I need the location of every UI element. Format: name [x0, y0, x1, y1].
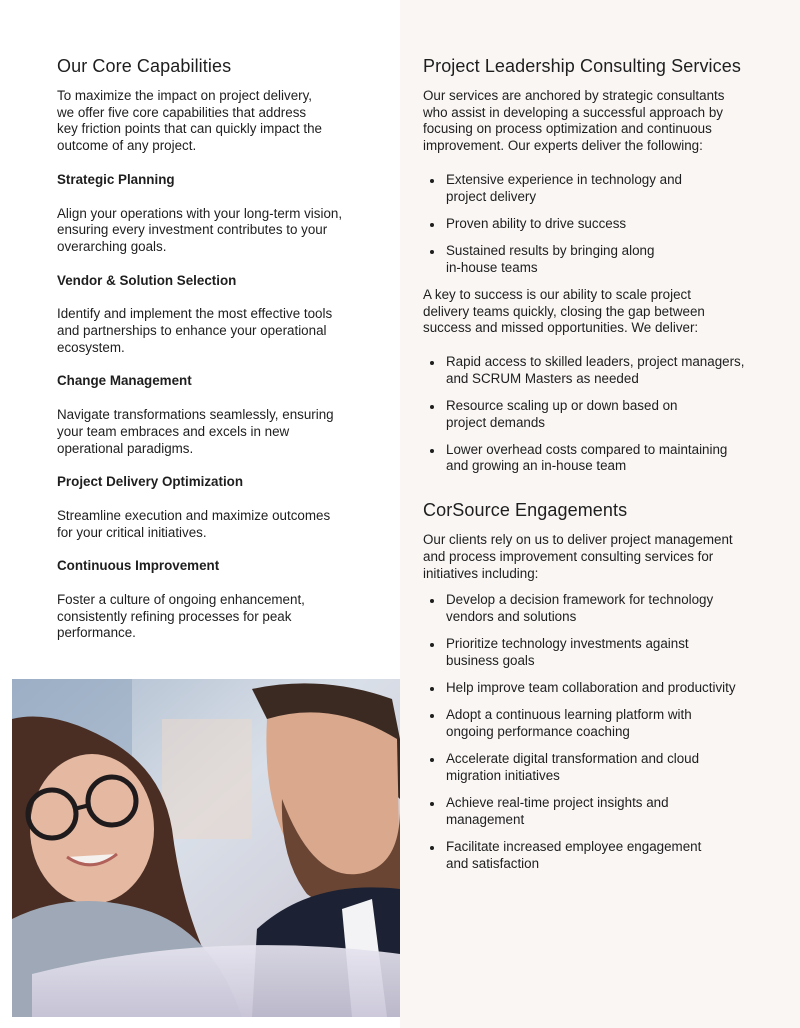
capability-description: [57, 206, 377, 256]
intro-line: key friction points that can quickly impact the: [57, 121, 322, 137]
capability-line: Foster a culture of ongoing enhancement,: [57, 592, 305, 608]
engagements-list: [423, 592, 763, 872]
capability-title: Project Delivery Optimization: [57, 474, 244, 490]
capability-description: [57, 592, 377, 642]
capability-line: ecosystem.: [57, 339, 125, 355]
deliverables-list: [423, 354, 763, 475]
intro-line: success and missed opportunities. We deliver:: [423, 320, 699, 336]
engagements-heading: CorSource Engagements: [423, 500, 628, 521]
capability-line: operational paradigms.: [57, 440, 194, 456]
intro-line: outcome of any project.: [57, 138, 197, 154]
capability-description: [57, 508, 377, 541]
capability-line: overarching goals.: [57, 238, 167, 254]
consulting-services-intro: [423, 88, 763, 155]
intro-line: initiatives including:: [423, 565, 539, 581]
engagements-intro: [423, 532, 763, 582]
capability-line: Identify and implement the most effective tools: [57, 306, 333, 322]
intro-line: focusing on process optimization and continuous: [423, 121, 712, 137]
team-photo-illustration: [12, 679, 400, 1017]
consulting-services-heading: Project Leadership Consulting Services: [423, 56, 741, 76]
intro-line: and process improvement consulting services for: [423, 548, 714, 564]
capability-line: consistently refining processes for peak: [57, 608, 292, 624]
list-item: Adopt a continuous learning platform with ongoing performance coaching: [423, 707, 763, 740]
list-item: Rapid access to skilled leaders, project managers, and SCRUM Masters as needed: [423, 354, 763, 387]
list-item: Proven ability to drive success: [423, 216, 763, 233]
list-item: Prioritize technology investments against business goals: [423, 636, 763, 669]
list-item: Develop a decision framework for technology vendors and solutions: [423, 592, 763, 625]
intro-line: who assist in developing a successful approach by: [423, 104, 723, 120]
intro-line: A key to success is our ability to scale project: [423, 286, 691, 302]
list-item: Accelerate digital transformation and cloud migration initiatives: [423, 751, 763, 784]
list-item: Extensive experience in technology and project delivery: [423, 172, 763, 205]
intro-line: delivery teams quickly, closing the gap between: [423, 303, 705, 319]
list-item: Resource scaling up or down based on project demands: [423, 398, 763, 431]
capability-title: Strategic Planning: [57, 171, 175, 187]
capability-line: and partnerships to enhance your operational: [57, 323, 327, 339]
intro-line: Our services are anchored by strategic consultants: [423, 88, 725, 103]
core-capabilities-heading: Our Core Capabilities: [57, 56, 232, 76]
list-item: Help improve team collaboration and productivity: [423, 680, 763, 697]
intro-line: improvement. Our experts deliver the following:: [423, 138, 703, 154]
capability-line: Streamline execution and maximize outcomes: [57, 507, 331, 523]
team-photo: [12, 679, 400, 1017]
list-item: Facilitate increased employee engagement and satisfaction: [423, 839, 763, 872]
expertise-list: [423, 172, 763, 277]
capability-line: Align your operations with your long-term vision,: [57, 205, 343, 221]
scaling-intro: [423, 287, 763, 337]
intro-line: To maximize the impact on project delivery,: [57, 88, 313, 103]
capability-line: for your critical initiatives.: [57, 524, 207, 540]
intro-line: Our clients rely on us to deliver project management: [423, 532, 733, 548]
capability-line: Navigate transformations seamlessly, ensuring: [57, 407, 334, 423]
list-item: Achieve real-time project insights and management: [423, 795, 763, 828]
capability-line: ensuring every investment contributes to your: [57, 222, 328, 238]
list-item: Lower overhead costs compared to maintaining and growing an in-house team: [423, 442, 763, 475]
capability-title: Change Management: [57, 373, 192, 389]
capability-description: [57, 407, 377, 457]
core-capabilities-section: [57, 54, 377, 642]
capability-title: Continuous Improvement: [57, 558, 220, 574]
core-capabilities-intro: [57, 88, 377, 155]
capability-title: Vendor & Solution Selection: [57, 272, 237, 288]
capability-description: [57, 306, 377, 356]
capability-line: performance.: [57, 625, 136, 641]
list-item: Sustained results by bringing along in-house teams: [423, 243, 763, 276]
capability-line: your team embraces and excels in new: [57, 423, 290, 439]
intro-line: we offer five core capabilities that address: [57, 104, 307, 120]
consulting-services-section: [423, 54, 763, 883]
